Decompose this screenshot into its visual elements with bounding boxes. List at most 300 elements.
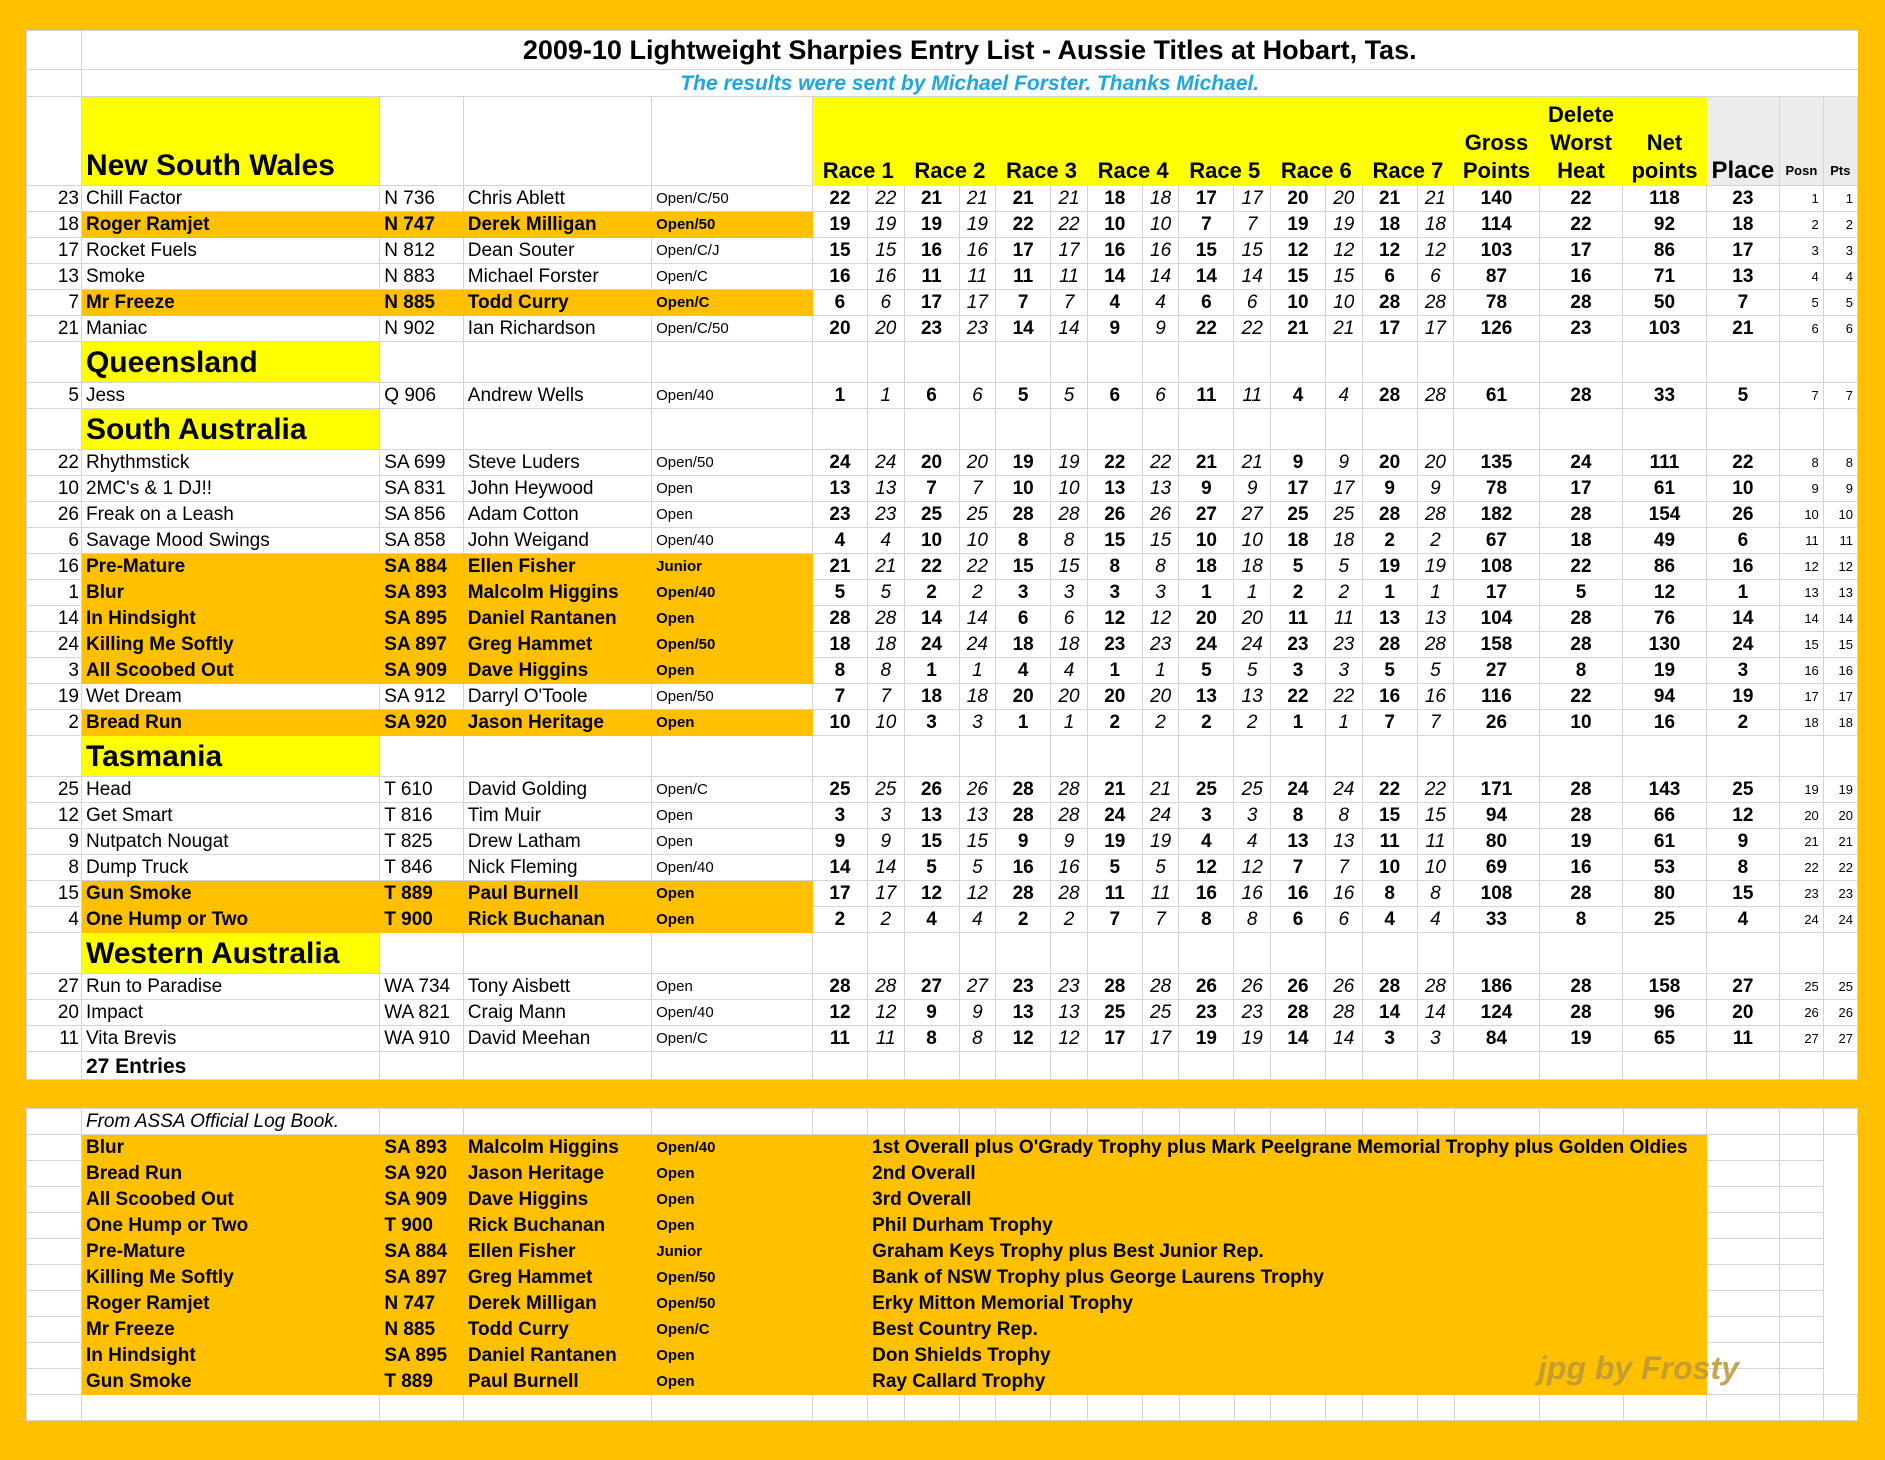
race-score: 21 — [904, 186, 959, 212]
pts: 17 — [1823, 684, 1857, 710]
race-score: 1 — [812, 383, 867, 409]
race-score: 6 — [1271, 907, 1326, 933]
posn: 7 — [1780, 383, 1824, 409]
award-class: Open/40 — [652, 1135, 813, 1161]
race-score: 3 — [1179, 803, 1234, 829]
race-score: 24 — [812, 450, 867, 476]
boat-name: Pre-Mature — [81, 554, 379, 580]
race-header: Race 4 — [1087, 97, 1179, 186]
place: 23 — [1706, 186, 1779, 212]
award-class: Open — [652, 1161, 813, 1187]
race-score: 6 — [1179, 290, 1234, 316]
cell — [1051, 933, 1088, 974]
entry-class: Open — [652, 476, 813, 502]
race-score: 8 — [867, 658, 904, 684]
race-score: 20 — [1179, 606, 1234, 632]
race-score: 22 — [812, 186, 867, 212]
posn: 5 — [1780, 290, 1824, 316]
delete-worst-heat: 23 — [1539, 316, 1622, 342]
gross-points: 26 — [1454, 710, 1540, 736]
net-points-header-line: Net — [1646, 130, 1683, 155]
boat-name: Mr Freeze — [81, 290, 379, 316]
gross-points: 87 — [1454, 264, 1540, 290]
cell — [463, 97, 651, 186]
race-score: 22 — [959, 554, 996, 580]
award-class: Open/C — [652, 1317, 813, 1343]
race-score: 11 — [1051, 264, 1088, 290]
race-score: 14 — [1271, 1026, 1326, 1052]
award-description: 2nd Overall — [868, 1161, 1707, 1187]
award-sail-number: SA 920 — [380, 1161, 464, 1187]
posn: 20 — [1780, 803, 1824, 829]
gross-points: 27 — [1454, 658, 1540, 684]
entry-number: 21 — [27, 316, 82, 342]
cell — [813, 1265, 868, 1291]
cell — [1454, 1395, 1540, 1421]
cell — [380, 409, 463, 450]
race-score: 9 — [1234, 476, 1271, 502]
award-boat-name: Gun Smoke — [81, 1369, 379, 1395]
entries-total: 27 Entries — [81, 1052, 379, 1080]
watermark: jpg by Frosty — [1538, 1350, 1739, 1386]
gross-points: 69 — [1454, 855, 1540, 881]
cell — [27, 70, 82, 97]
place: 15 — [1706, 881, 1779, 907]
race-score: 18 — [996, 632, 1051, 658]
race-score: 19 — [867, 212, 904, 238]
race-score: 13 — [1179, 684, 1234, 710]
sail-number: WA 734 — [380, 974, 463, 1000]
entry-number: 1 — [27, 580, 82, 606]
delete-worst-heat: 28 — [1539, 290, 1622, 316]
skipper-name: Ellen Fisher — [463, 554, 651, 580]
award-skipper: Greg Hammet — [463, 1265, 651, 1291]
cell — [1780, 1213, 1824, 1239]
skipper-name: Malcolm Higgins — [463, 580, 651, 606]
race-score: 28 — [1362, 290, 1417, 316]
race-score: 28 — [1051, 502, 1088, 528]
delete-worst-heat: 28 — [1539, 1000, 1622, 1026]
boat-name: Rhythmstick — [81, 450, 379, 476]
race-score: 9 — [812, 829, 867, 855]
cell — [959, 409, 996, 450]
race-score: 25 — [1142, 1000, 1179, 1026]
delete-worst-heat-header-line: Delete — [1547, 102, 1615, 127]
net-points: 143 — [1623, 777, 1706, 803]
posn: 10 — [1780, 502, 1824, 528]
race-score: 18 — [1325, 528, 1362, 554]
entry-number: 16 — [27, 554, 82, 580]
net-points-header — [1623, 97, 1706, 186]
cell — [1540, 1109, 1624, 1135]
cell — [996, 409, 1051, 450]
entry-row — [27, 450, 1858, 476]
entry-class: Open — [652, 710, 813, 736]
state-heading: Queensland — [81, 342, 379, 383]
skipper-name: Rick Buchanan — [463, 907, 651, 933]
race-score: 2 — [1234, 710, 1271, 736]
race-score: 9 — [1142, 316, 1179, 342]
race-score: 11 — [1271, 606, 1326, 632]
race-score: 23 — [1325, 632, 1362, 658]
entry-row — [27, 1026, 1858, 1052]
cell — [1780, 1343, 1824, 1369]
delete-worst-heat: 28 — [1539, 803, 1622, 829]
cell — [1780, 1052, 1824, 1080]
race-score: 6 — [1142, 383, 1179, 409]
sail-number: N 747 — [380, 212, 463, 238]
race-score: 20 — [996, 684, 1051, 710]
delete-worst-heat: 8 — [1539, 658, 1622, 684]
sail-number: SA 831 — [380, 476, 463, 502]
delete-worst-heat: 28 — [1539, 606, 1622, 632]
race-score: 6 — [1234, 290, 1271, 316]
race-score: 10 — [904, 528, 959, 554]
race-score: 6 — [959, 383, 996, 409]
pts: 21 — [1823, 829, 1857, 855]
pts: 24 — [1823, 907, 1857, 933]
cell — [996, 342, 1051, 383]
race-score: 11 — [1417, 829, 1454, 855]
delete-worst-heat: 16 — [1539, 264, 1622, 290]
race-score: 2 — [867, 907, 904, 933]
cell — [1417, 1052, 1454, 1080]
entry-class: Open — [652, 606, 813, 632]
entry-row — [27, 684, 1858, 710]
cell — [1706, 1052, 1779, 1080]
cell — [1087, 1052, 1142, 1080]
entry-row — [27, 238, 1858, 264]
race-score: 11 — [812, 1026, 867, 1052]
state-row — [27, 933, 1858, 974]
cell — [652, 933, 813, 974]
race-score: 2 — [1179, 710, 1234, 736]
cell — [1780, 1265, 1824, 1291]
sail-number: N 736 — [380, 186, 463, 212]
race-score: 12 — [1362, 238, 1417, 264]
entry-row — [27, 710, 1858, 736]
pts: 12 — [1823, 554, 1857, 580]
race-score: 6 — [904, 383, 959, 409]
cell — [1780, 1109, 1824, 1135]
race-score: 1 — [1051, 710, 1088, 736]
race-score: 11 — [904, 264, 959, 290]
gross-points: 67 — [1454, 528, 1540, 554]
race-score: 15 — [1362, 803, 1417, 829]
cell — [380, 97, 463, 186]
gross-points: 80 — [1454, 829, 1540, 855]
award-skipper: Paul Burnell — [463, 1369, 651, 1395]
pts: 10 — [1823, 502, 1857, 528]
race-score: 28 — [1417, 290, 1454, 316]
posn: 9 — [1780, 476, 1824, 502]
boat-name: One Hump or Two — [81, 907, 379, 933]
cell — [868, 1109, 905, 1135]
delete-worst-heat: 5 — [1539, 580, 1622, 606]
net-points: 76 — [1623, 606, 1706, 632]
race-score: 17 — [1051, 238, 1088, 264]
cell — [1362, 342, 1417, 383]
race-score: 28 — [1362, 383, 1417, 409]
sail-number: T 889 — [380, 881, 463, 907]
place: 9 — [1706, 829, 1779, 855]
cell — [959, 736, 996, 777]
race-score: 14 — [1051, 316, 1088, 342]
race-score: 16 — [1179, 881, 1234, 907]
cell — [1823, 736, 1857, 777]
delete-worst-heat: 10 — [1539, 710, 1622, 736]
sail-number: Q 906 — [380, 383, 463, 409]
entry-row — [27, 658, 1858, 684]
cell — [867, 342, 904, 383]
delete-worst-heat: 8 — [1539, 907, 1622, 933]
race-score: 21 — [996, 186, 1051, 212]
skipper-name: Nick Fleming — [463, 855, 651, 881]
race-score: 7 — [959, 476, 996, 502]
net-points: 12 — [1623, 580, 1706, 606]
entry-class: Open — [652, 974, 813, 1000]
cell — [27, 1369, 82, 1395]
race-score: 17 — [1179, 186, 1234, 212]
award-description: Ray Callard Trophy — [868, 1369, 1707, 1395]
race-score: 19 — [1087, 829, 1142, 855]
race-score: 22 — [1179, 316, 1234, 342]
race-score: 16 — [1325, 881, 1362, 907]
race-score: 5 — [996, 383, 1051, 409]
race-score: 18 — [1142, 186, 1179, 212]
blank-row — [27, 1395, 1858, 1421]
sail-number: WA 910 — [380, 1026, 463, 1052]
place: 4 — [1706, 907, 1779, 933]
cell — [1088, 1395, 1143, 1421]
race-score: 16 — [996, 855, 1051, 881]
cell — [867, 1052, 904, 1080]
race-header: Race 3 — [996, 97, 1088, 186]
race-score: 10 — [1142, 212, 1179, 238]
cell — [1707, 1109, 1780, 1135]
race-score: 15 — [1051, 554, 1088, 580]
race-score: 13 — [1234, 684, 1271, 710]
race-score: 24 — [1325, 777, 1362, 803]
sail-number: N 812 — [380, 238, 463, 264]
posn: 26 — [1780, 1000, 1824, 1026]
entry-number: 26 — [27, 502, 82, 528]
race-score: 14 — [904, 606, 959, 632]
cell — [27, 933, 82, 974]
race-score: 16 — [959, 238, 996, 264]
race-score: 17 — [904, 290, 959, 316]
cell — [812, 342, 867, 383]
cell — [27, 1187, 82, 1213]
posn: 13 — [1780, 580, 1824, 606]
posn: 2 — [1780, 212, 1824, 238]
award-boat-name: Killing Me Softly — [81, 1265, 379, 1291]
net-points: 25 — [1623, 907, 1706, 933]
award-sail-number: T 900 — [380, 1213, 464, 1239]
state-heading: Tasmania — [81, 736, 379, 777]
cell — [1362, 1395, 1417, 1421]
race-score: 17 — [1087, 1026, 1142, 1052]
race-score: 1 — [996, 710, 1051, 736]
award-row — [27, 1317, 1858, 1343]
award-skipper: Malcolm Higgins — [463, 1135, 651, 1161]
net-points: 16 — [1623, 710, 1706, 736]
race-score: 16 — [1271, 881, 1326, 907]
delete-worst-heat-header — [1539, 97, 1622, 186]
cell — [1623, 1109, 1707, 1135]
sail-number: T 816 — [380, 803, 463, 829]
skipper-name: Craig Mann — [463, 1000, 651, 1026]
boat-name: Blur — [81, 580, 379, 606]
entry-class: Open/C — [652, 264, 813, 290]
net-points: 71 — [1623, 264, 1706, 290]
cell — [812, 1052, 867, 1080]
pts-header: Pts — [1823, 97, 1857, 186]
delete-worst-heat: 22 — [1539, 212, 1622, 238]
cell — [813, 1239, 868, 1265]
delete-worst-heat-header-line: Heat — [1557, 158, 1605, 183]
entry-number: 11 — [27, 1026, 82, 1052]
gross-points: 94 — [1454, 803, 1540, 829]
cell — [1780, 1239, 1824, 1265]
race-score: 23 — [812, 502, 867, 528]
race-score: 12 — [1234, 855, 1271, 881]
race-score: 22 — [1271, 684, 1326, 710]
race-score: 11 — [1179, 383, 1234, 409]
cell — [27, 1239, 82, 1265]
award-sail-number: SA 897 — [380, 1265, 464, 1291]
cell — [1271, 409, 1326, 450]
cell — [1325, 933, 1362, 974]
cell — [904, 933, 959, 974]
results-sheet — [26, 30, 1858, 1080]
race-score: 8 — [1142, 554, 1179, 580]
race-score: 16 — [1087, 238, 1142, 264]
race-score: 26 — [959, 777, 996, 803]
race-score: 1 — [959, 658, 996, 684]
delete-worst-heat: 24 — [1539, 450, 1622, 476]
race-score: 11 — [1234, 383, 1271, 409]
cell — [27, 1135, 82, 1161]
race-score: 6 — [1362, 264, 1417, 290]
cell — [27, 409, 82, 450]
cell — [868, 1395, 905, 1421]
posn: 22 — [1780, 855, 1824, 881]
pts: 22 — [1823, 855, 1857, 881]
entry-class: Open/40 — [652, 383, 813, 409]
race-score: 11 — [959, 264, 996, 290]
race-score: 19 — [1234, 1026, 1271, 1052]
race-score: 27 — [904, 974, 959, 1000]
entry-class: Open/C/50 — [652, 316, 813, 342]
race-score: 9 — [1325, 450, 1362, 476]
entry-number: 6 — [27, 528, 82, 554]
race-score: 21 — [867, 554, 904, 580]
sail-number: SA 884 — [380, 554, 463, 580]
race-score: 12 — [996, 1026, 1051, 1052]
cell — [1539, 409, 1622, 450]
race-score: 25 — [1325, 502, 1362, 528]
cell — [1780, 1161, 1824, 1187]
boat-name: Nutpatch Nougat — [81, 829, 379, 855]
sail-number: SA 858 — [380, 528, 463, 554]
entry-number: 3 — [27, 658, 82, 684]
cell — [813, 1291, 868, 1317]
pts: 19 — [1823, 777, 1857, 803]
race-score: 4 — [812, 528, 867, 554]
gross-points: 17 — [1454, 580, 1540, 606]
place: 1 — [1706, 580, 1779, 606]
race-score: 28 — [996, 777, 1051, 803]
race-score: 7 — [1325, 855, 1362, 881]
cell — [1623, 933, 1706, 974]
cell — [81, 1395, 379, 1421]
race-score: 15 — [1179, 238, 1234, 264]
entry-class: Open/C — [652, 290, 813, 316]
race-score: 28 — [1417, 502, 1454, 528]
gross-points: 171 — [1454, 777, 1540, 803]
cell — [904, 736, 959, 777]
race-score: 8 — [1179, 907, 1234, 933]
race-score: 26 — [1087, 502, 1142, 528]
boat-name: Wet Dream — [81, 684, 379, 710]
boat-name: In Hindsight — [81, 606, 379, 632]
race-score: 23 — [904, 316, 959, 342]
race-score: 9 — [1362, 476, 1417, 502]
boat-name: Freak on a Leash — [81, 502, 379, 528]
cell — [813, 1213, 868, 1239]
race-score: 4 — [1325, 383, 1362, 409]
cell — [1623, 1052, 1706, 1080]
sail-number: T 825 — [380, 829, 463, 855]
race-score: 19 — [904, 212, 959, 238]
cell — [996, 736, 1051, 777]
gross-points-header — [1454, 97, 1540, 186]
cell — [959, 1052, 996, 1080]
award-row — [27, 1239, 1858, 1265]
race-score: 5 — [867, 580, 904, 606]
cell — [463, 409, 651, 450]
cell — [1780, 1135, 1824, 1161]
place: 8 — [1706, 855, 1779, 881]
race-score: 3 — [1325, 658, 1362, 684]
race-score: 14 — [959, 606, 996, 632]
race-header: Race 6 — [1271, 97, 1363, 186]
race-score: 1 — [867, 383, 904, 409]
race-score: 15 — [1142, 528, 1179, 554]
cell — [1234, 736, 1271, 777]
cell — [1823, 1052, 1857, 1080]
cell — [1417, 342, 1454, 383]
cell — [1271, 933, 1326, 974]
race-score: 5 — [959, 855, 996, 881]
posn: 17 — [1780, 684, 1824, 710]
race-score: 20 — [1362, 450, 1417, 476]
cell — [380, 933, 463, 974]
page-subtitle: The results were sent by Michael Forster. Thanks Michael. — [81, 70, 1857, 97]
race-score: 24 — [1142, 803, 1179, 829]
race-score: 6 — [1325, 907, 1362, 933]
race-score: 13 — [1417, 606, 1454, 632]
race-score: 14 — [867, 855, 904, 881]
cell — [1087, 736, 1142, 777]
entry-row — [27, 829, 1858, 855]
cell — [1454, 342, 1540, 383]
award-class: Open/50 — [652, 1291, 813, 1317]
race-score: 19 — [959, 212, 996, 238]
net-points: 92 — [1623, 212, 1706, 238]
race-score: 20 — [1417, 450, 1454, 476]
